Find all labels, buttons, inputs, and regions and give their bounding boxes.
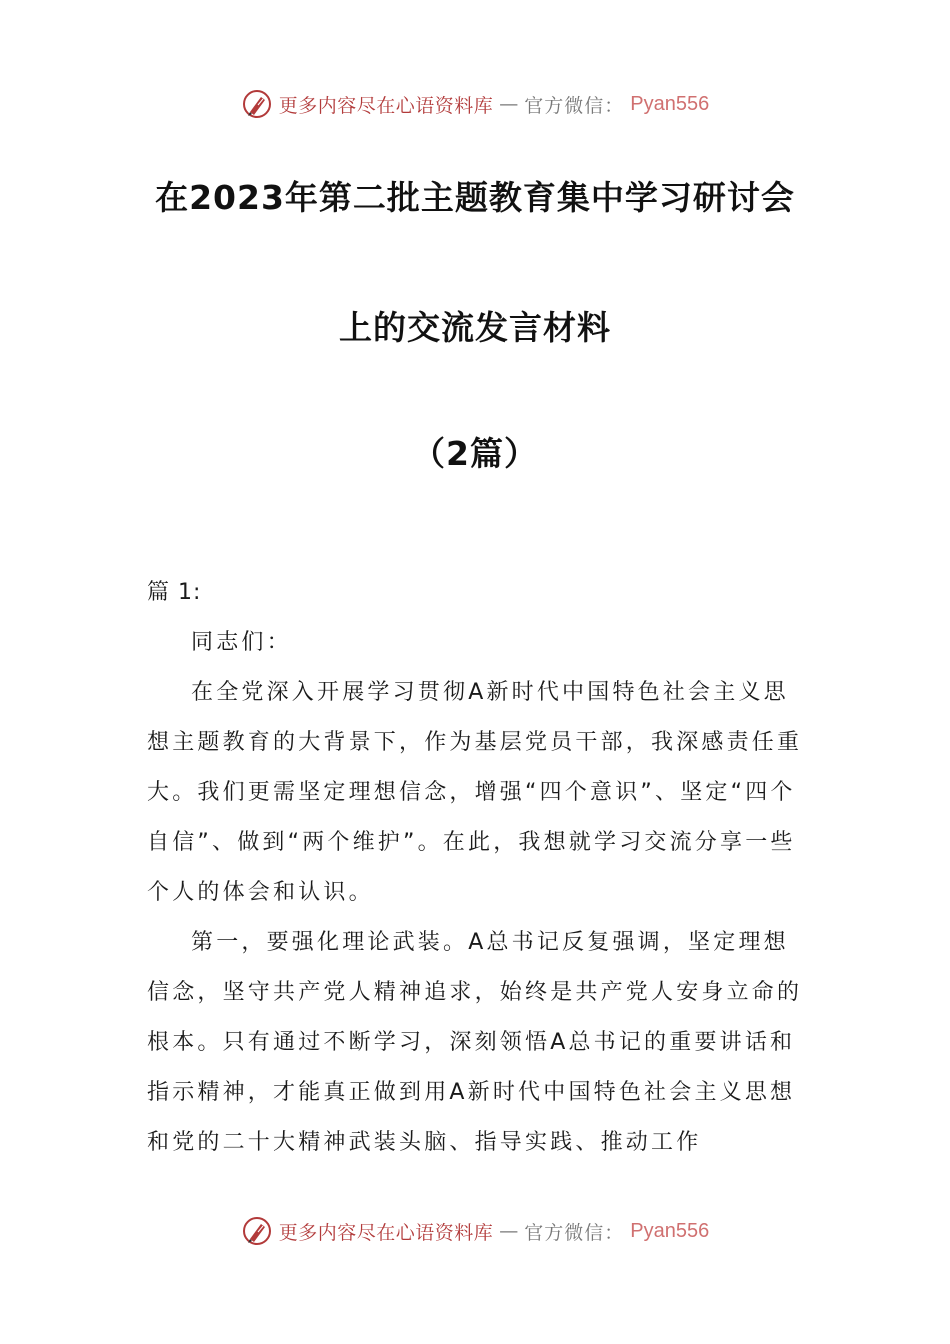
- footer-watermark: [0, 1211, 950, 1251]
- body-paragraph-1: 在全党深入开展学习贯彻A新时代中国特色社会主义思想主题教育的大背景下，作为基层党员干部，我深感责任重大。我们更需坚定理想信念，增强“四个意识”、坚定“四个自信”、做到“两个维护”。在此，我想就学习交流分享一些个人的体会和认识。: [147, 680, 803, 905]
- watermark-sub-text: 官方微信：: [524, 94, 625, 117]
- body-paragraph-2: 第一，要强化理论武装。A总书记反复强调，坚定理想信念，坚守共产党人精神追求，始终是共产党人安身立命的根本。只有通过不断学习，深刻领悟A总书记的重要讲话和指示精神，才能真正做到用A新时代中国特色社会主义思想和党的二十大精神武装头脑、指导实践、推动工作: [147, 930, 803, 1155]
- watermark-dash: —: [499, 1220, 519, 1242]
- header-watermark: [0, 84, 950, 124]
- document-body: [147, 568, 807, 1168]
- watermark-wechat-id: Pyan556: [630, 1219, 710, 1242]
- watermark-sub-text: 官方微信：: [524, 1221, 625, 1244]
- pen-nib-logo-icon: [241, 1215, 273, 1247]
- watermark-main-text: 更多内容尽在心语资料库: [278, 1221, 494, 1244]
- section-label: 篇 1:: [147, 580, 202, 605]
- watermark-dash: —: [499, 93, 519, 115]
- document-title-line-2: 上的交流发言材料: [339, 308, 611, 347]
- pen-nib-logo-icon: [241, 88, 273, 120]
- watermark-main-text: 更多内容尽在心语资料库: [278, 94, 494, 117]
- document-title-line-1: 在2023年第二批主题教育集中学习研讨会: [155, 178, 795, 217]
- greeting: 同志们：: [191, 630, 292, 655]
- document-title-count: （2篇）: [412, 434, 538, 473]
- watermark-wechat-id: Pyan556: [630, 92, 710, 115]
